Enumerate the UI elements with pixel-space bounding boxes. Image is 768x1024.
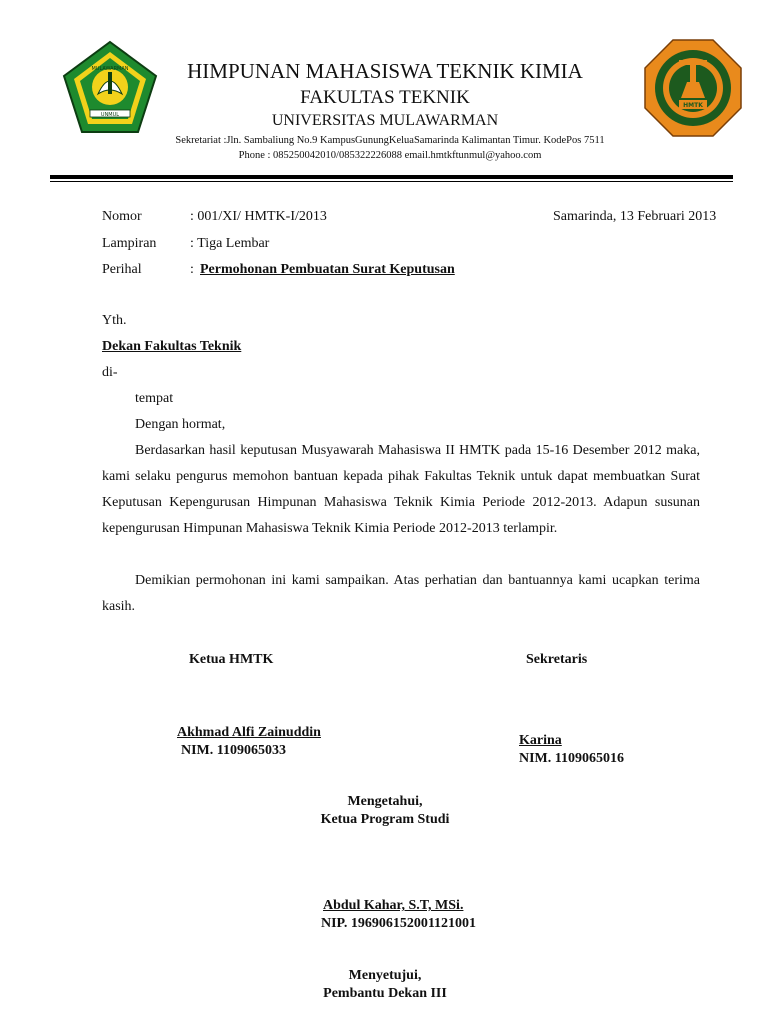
sekretaris-nim: NIM. 1109065016 — [519, 751, 624, 766]
recipient-di: di- — [102, 365, 118, 380]
address-line: Sekretariat :Jln. Sambaliung No.9 KampusGunungKeluaSamarinda Kalimantan Timur. KodePos 7511 — [175, 135, 605, 146]
perihal-label: Perihal — [102, 262, 142, 277]
sekretaris-title: Sekretaris — [526, 652, 588, 667]
nomor-value: : 001/XI/ HMTK-I/2013 — [190, 209, 327, 224]
letterhead-rule-thick — [50, 175, 733, 179]
university-crest-icon — [62, 40, 158, 136]
body-paragraph-1: Berdasarkan hasil keputusan Musyawarah Mahasiswa II HMTK pada 15-16 Desember 2012 maka, kami selaku pengurus memohon bantuan kepada pihak Fakultas Teknik untuk dapat membuatkan Surat Keputusan Kepengurusan Himpunan Mahasiswa Teknik Kimia Periode 2012-2013. Adapun susunan kepengurusan Himpunan Mahasiswa Teknik Kimia Periode 2012-2013 terlampir. — [102, 443, 700, 536]
ketua-nim: NIM. 1109065033 — [181, 743, 286, 758]
contact-line: Phone : 085250042010/085322226088 email.hmtkftunmul@yahoo.com — [238, 150, 542, 161]
university-name: UNIVERSITAS MULAWARMAN — [271, 112, 499, 129]
hmtk-gear-emblem-icon — [643, 38, 743, 138]
left-logo-text-bottom: UNMUL — [100, 112, 120, 118]
recipient-name: Dekan Fakultas Teknik — [102, 339, 242, 354]
perihal-colon: : — [190, 262, 194, 277]
letter-date: Samarinda, 13 Februari 2013 — [553, 209, 717, 224]
sekretaris-name: Karina — [519, 733, 562, 748]
body-paragraph-2: Demikian permohonan ini kami sampaikan. Atas perhatian dan bantuannya kami ucapkan terima kasih. — [102, 573, 700, 614]
recipient-tempat: tempat — [135, 391, 174, 406]
right-logo-text: HMTK — [683, 102, 703, 109]
kaprodi-title: Ketua Program Studi — [320, 812, 450, 827]
yth: Yth. — [102, 313, 127, 328]
lampiran-value: : Tiga Lembar — [190, 236, 270, 251]
ketua-title: Ketua HMTK — [189, 652, 274, 667]
faculty-name: FAKULTAS TEKNIK — [300, 87, 470, 108]
kaprodi-name: Abdul Kahar, S.T, MSi. — [323, 898, 464, 913]
menyetujui: Menyetujui, — [348, 968, 422, 983]
salutation: Dengan hormat, — [135, 417, 226, 432]
ketua-name: Akhmad Alfi Zainuddin — [177, 725, 321, 740]
pd3-title: Pembantu Dekan III — [323, 986, 447, 1001]
nomor-label: Nomor — [102, 209, 142, 224]
org-name: HIMPUNAN MAHASISWA TEKNIK KIMIA — [187, 59, 583, 83]
left-logo-text-top: MULAWARMAN — [91, 66, 129, 72]
letterhead-rule-thin — [50, 181, 733, 182]
perihal-value: Permohonan Pembuatan Surat Keputusan — [200, 262, 455, 277]
lampiran-label: Lampiran — [102, 236, 157, 251]
kaprodi-nip: NIP. 196906152001121001 — [321, 916, 477, 931]
mengetahui: Mengetahui, — [347, 794, 423, 809]
